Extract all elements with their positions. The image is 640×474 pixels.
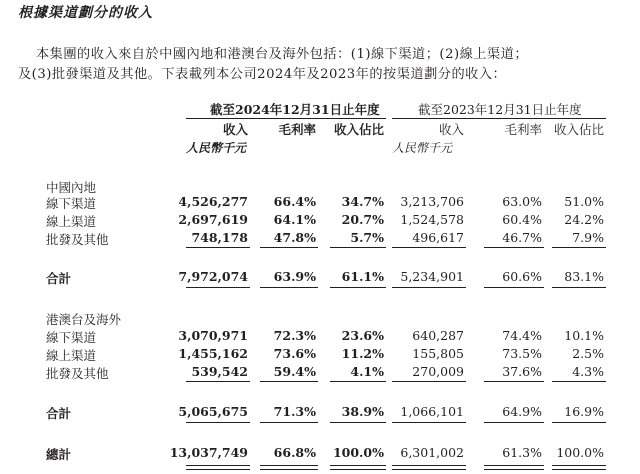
- subtotal-rule: [186, 247, 250, 248]
- cell: 1,524,578: [400, 212, 464, 227]
- col-margin-2024: 毛利率: [278, 122, 316, 137]
- unit-2023: 人民幣千元: [392, 141, 453, 155]
- cell: 6,301,002: [400, 445, 464, 460]
- period-2023-header: 截至2023年12月31日止年度: [418, 102, 582, 117]
- section-heading: 根據渠道劃分的收入: [18, 5, 153, 21]
- cell: 10.1%: [564, 328, 604, 343]
- cell: 60.4%: [502, 212, 542, 227]
- total-rule: [392, 287, 466, 288]
- subtotal-rule: [484, 247, 544, 248]
- total-rule: [330, 422, 386, 423]
- grand-total-double-rule: [484, 465, 544, 470]
- cell: 496,617: [412, 230, 464, 245]
- cell: 47.8%: [273, 230, 316, 245]
- total-rule: [392, 422, 466, 423]
- cell: 64.1%: [273, 212, 316, 227]
- cell: 34.7%: [341, 194, 384, 209]
- cell: 13,037,749: [169, 445, 248, 460]
- row-label: 批發及其他: [46, 366, 109, 381]
- cell: 59.4%: [273, 364, 316, 379]
- period-2024-header: 截至2024年12月31日止年度: [210, 102, 380, 117]
- cell: 66.4%: [273, 194, 316, 209]
- subtotal-rule: [330, 381, 386, 382]
- cell: 3,213,706: [400, 194, 464, 209]
- grand-total-double-rule: [552, 465, 606, 470]
- cell: 2.5%: [572, 346, 604, 361]
- total-rule: [260, 287, 318, 288]
- col-revenue-2024: 收入: [222, 122, 248, 137]
- subtotal-rule: [552, 247, 606, 248]
- subtotal-rule: [392, 247, 466, 248]
- total-rule: [552, 422, 606, 423]
- cell: 539,542: [191, 364, 248, 379]
- subtotal-rule: [484, 381, 544, 382]
- grand-total-label: 總計: [46, 447, 72, 462]
- total-rule: [186, 287, 250, 288]
- grand-total-double-rule: [260, 465, 318, 470]
- cell: 83.1%: [564, 269, 604, 284]
- cell: 60.6%: [502, 269, 542, 284]
- subtotal-rule: [392, 381, 466, 382]
- intro-line-2: 及(3)批發渠道及其他。下表載列本公司2024年及2023年的按渠道劃分的收入：: [18, 67, 507, 82]
- total-rule: [260, 422, 318, 423]
- subtotal-label: 合計: [46, 271, 72, 286]
- cell: 7.9%: [572, 230, 604, 245]
- cell: 72.3%: [273, 328, 316, 343]
- cell: 23.6%: [341, 328, 384, 343]
- cell: 640,287: [412, 328, 464, 343]
- cell: 71.3%: [273, 404, 316, 419]
- subtotal-rule: [330, 247, 386, 248]
- cell: 38.9%: [341, 404, 384, 419]
- subtotal-rule: [552, 381, 606, 382]
- cell: 270,009: [412, 364, 464, 379]
- subtotal-rule: [186, 381, 250, 382]
- col-share-2024: 收入佔比: [333, 122, 384, 137]
- cell: 748,178: [191, 230, 248, 245]
- cell: 100.0%: [556, 445, 604, 460]
- section-mainland-title: 中國內地: [46, 180, 97, 195]
- cell: 63.9%: [273, 269, 316, 284]
- unit-2024: 人民幣千元: [186, 141, 247, 155]
- cell: 61.3%: [502, 445, 542, 460]
- cell: 1,455,162: [178, 346, 248, 361]
- cell: 155,805: [412, 346, 464, 361]
- col-share-2023: 收入佔比: [553, 122, 604, 137]
- cell: 5.7%: [350, 230, 384, 245]
- grand-total-double-rule: [186, 465, 250, 470]
- cell: 16.9%: [564, 404, 604, 419]
- intro-line-1: 本集團的收入來自於中國內地和港澳台及海外包括：(1)線下渠道；(2)線上渠道；: [36, 47, 529, 62]
- grand-total-double-rule: [392, 465, 466, 470]
- row-label: 批發及其他: [46, 232, 109, 247]
- row-label: 線上渠道: [46, 214, 97, 229]
- cell: 20.7%: [341, 212, 384, 227]
- subtotal-rule: [260, 381, 318, 382]
- cell: 46.7%: [502, 230, 542, 245]
- cell: 5,234,901: [400, 269, 464, 284]
- total-rule: [552, 287, 606, 288]
- row-label: 線下渠道: [46, 330, 97, 345]
- cell: 61.1%: [341, 269, 384, 284]
- cell: 74.4%: [502, 328, 542, 343]
- cell: 4,526,277: [178, 194, 248, 209]
- cell: 3,070,971: [178, 328, 248, 343]
- col-revenue-2023: 收入: [438, 122, 464, 137]
- total-rule: [186, 422, 250, 423]
- cell: 7,972,074: [178, 269, 248, 284]
- cell: 11.2%: [341, 346, 384, 361]
- subtotal-rule: [260, 247, 318, 248]
- cell: 37.6%: [502, 364, 542, 379]
- cell: 51.0%: [564, 194, 604, 209]
- cell: 24.2%: [564, 212, 604, 227]
- row-label: 線上渠道: [46, 348, 97, 363]
- cell: 4.1%: [350, 364, 384, 379]
- col-margin-2023: 毛利率: [504, 122, 542, 137]
- total-rule: [484, 287, 544, 288]
- cell: 64.9%: [502, 404, 542, 419]
- section-overseas-title: 港澳台及海外: [46, 312, 122, 327]
- cell: 66.8%: [273, 445, 316, 460]
- period-2023-rule: [392, 118, 606, 119]
- subtotal-label: 合計: [46, 406, 72, 421]
- period-2024-rule: [186, 118, 386, 119]
- cell: 63.0%: [502, 194, 542, 209]
- grand-total-double-rule: [330, 465, 386, 470]
- row-label: 線下渠道: [46, 196, 97, 211]
- cell: 4.3%: [572, 364, 604, 379]
- cell: 73.5%: [502, 346, 542, 361]
- cell: 1,066,101: [400, 404, 464, 419]
- cell: 100.0%: [332, 445, 384, 460]
- cell: 5,065,675: [178, 404, 248, 419]
- total-rule: [330, 287, 386, 288]
- cell: 73.6%: [273, 346, 316, 361]
- total-rule: [484, 422, 544, 423]
- cell: 2,697,619: [178, 212, 248, 227]
